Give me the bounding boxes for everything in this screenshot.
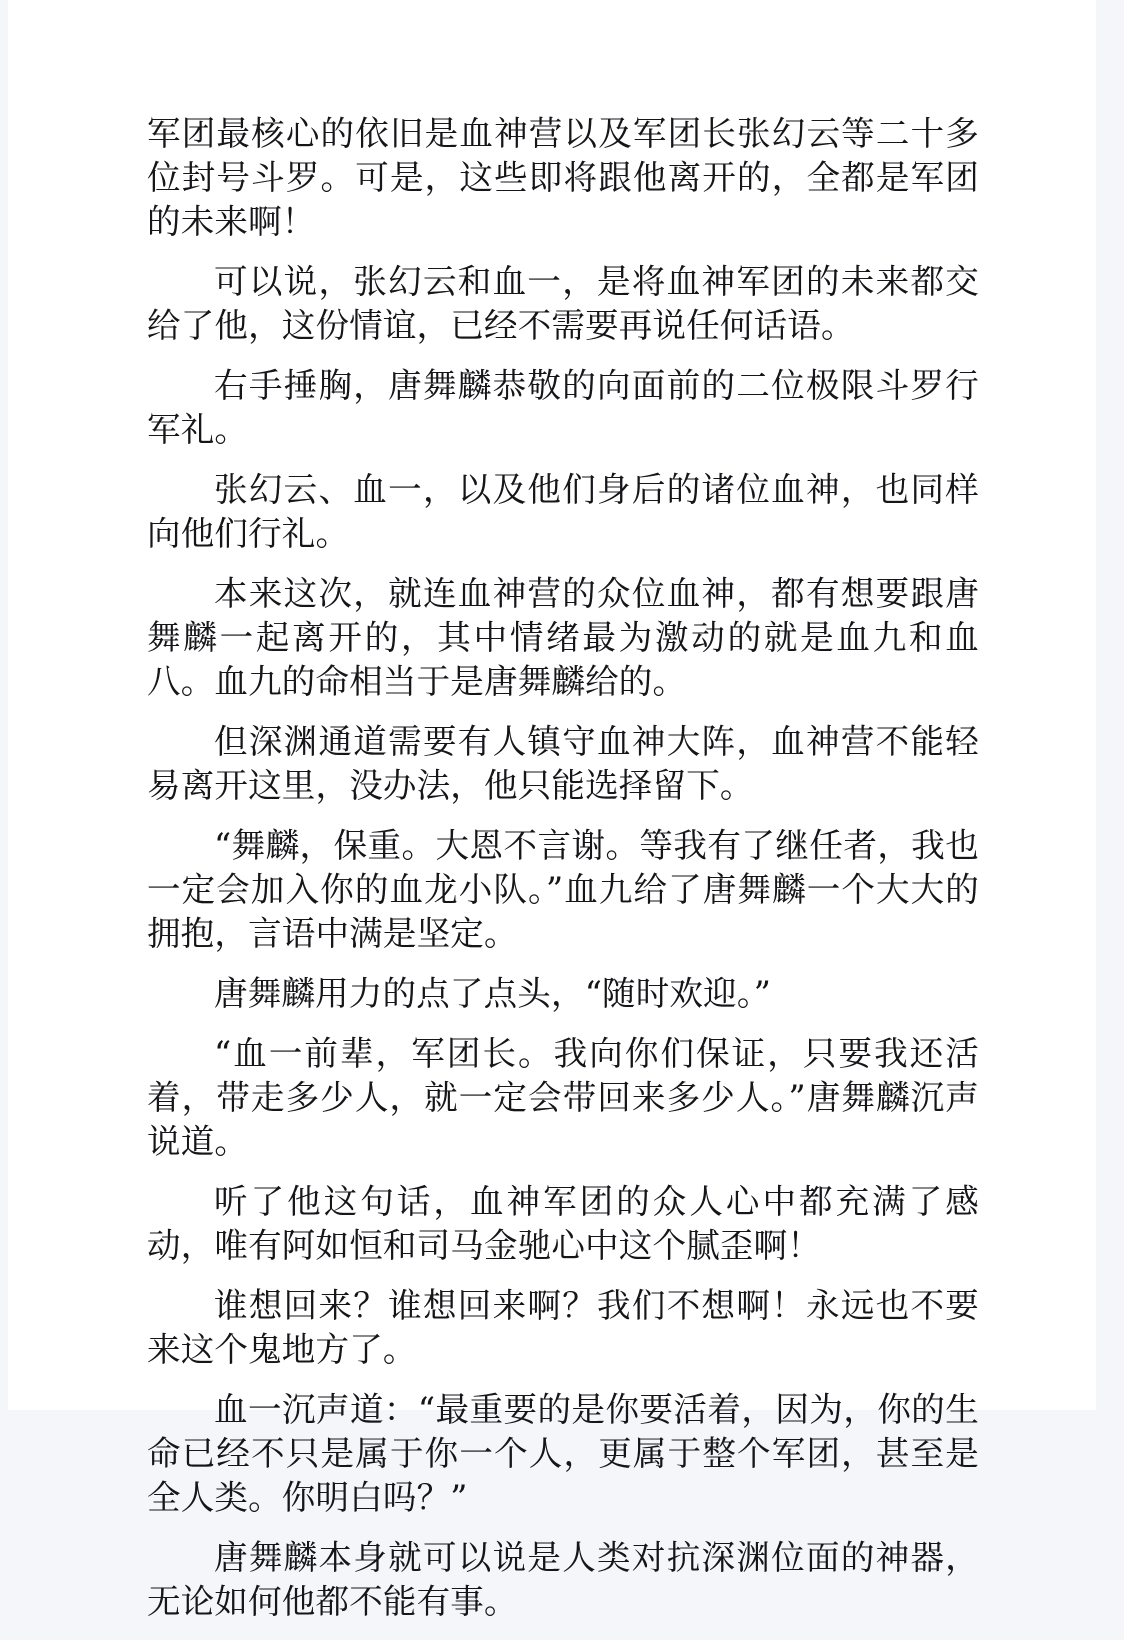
paragraph: 右手捶胸，唐舞麟恭敬的向面前的二位极限斗罗行军礼。 xyxy=(147,366,979,449)
paragraph: 但深渊通道需要有人镇守血神大阵，血神营不能轻易离开这里，没办法，他只能选择留下。 xyxy=(147,722,979,805)
paragraph: 张幻云、血一，以及他们身后的诸位血神，也同样向他们行礼。 xyxy=(147,470,979,553)
paragraph: 唐舞麟本身就可以说是人类对抗深渊位面的神器，无论如何他都不能有事。 xyxy=(147,1538,979,1621)
paragraph: 军团最核心的依旧是血神营以及军团长张幻云等二十多位封号斗罗。可是，这些即将跟他离开的，全都是军团的未来啊！ xyxy=(147,114,979,241)
paragraph: “舞麟，保重。大恩不言谢。等我有了继任者，我也一定会加入你的血龙小队。”血九给了唐舞麟一个大大的拥抱，言语中满是坚定。 xyxy=(147,826,979,953)
paragraph: 谁想回来？谁想回来啊？我们不想啊！永远也不要来这个鬼地方了。 xyxy=(147,1286,979,1369)
paragraph: 听了他这句话，血神军团的众人心中都充满了感动，唯有阿如恒和司马金驰心中这个腻歪啊！ xyxy=(147,1182,979,1265)
paragraph: 血一沉声道：“最重要的是你要活着，因为，你的生命已经不只是属于你一个人，更属于整个军团，甚至是全人类。你明白吗？” xyxy=(147,1390,979,1517)
paragraph: 可以说，张幻云和血一，是将血神军团的未来都交给了他，这份情谊，已经不需要再说任何话语。 xyxy=(147,262,979,345)
paragraph: “血一前辈，军团长。我向你们保证，只要我还活着，带走多少人，就一定会带回来多少人。”唐舞麟沉声说道。 xyxy=(147,1034,979,1161)
paragraph: 唐舞麟用力的点了点头，“随时欢迎。” xyxy=(214,974,772,1013)
paragraph: 本来这次，就连血神营的众位血神，都有想要跟唐舞麟一起离开的，其中情绪最为激动的就是血九和血八。血九的命相当于是唐舞麟给的。 xyxy=(147,574,979,701)
page-sheet xyxy=(8,0,1096,1621)
body-text-column xyxy=(147,112,979,1640)
